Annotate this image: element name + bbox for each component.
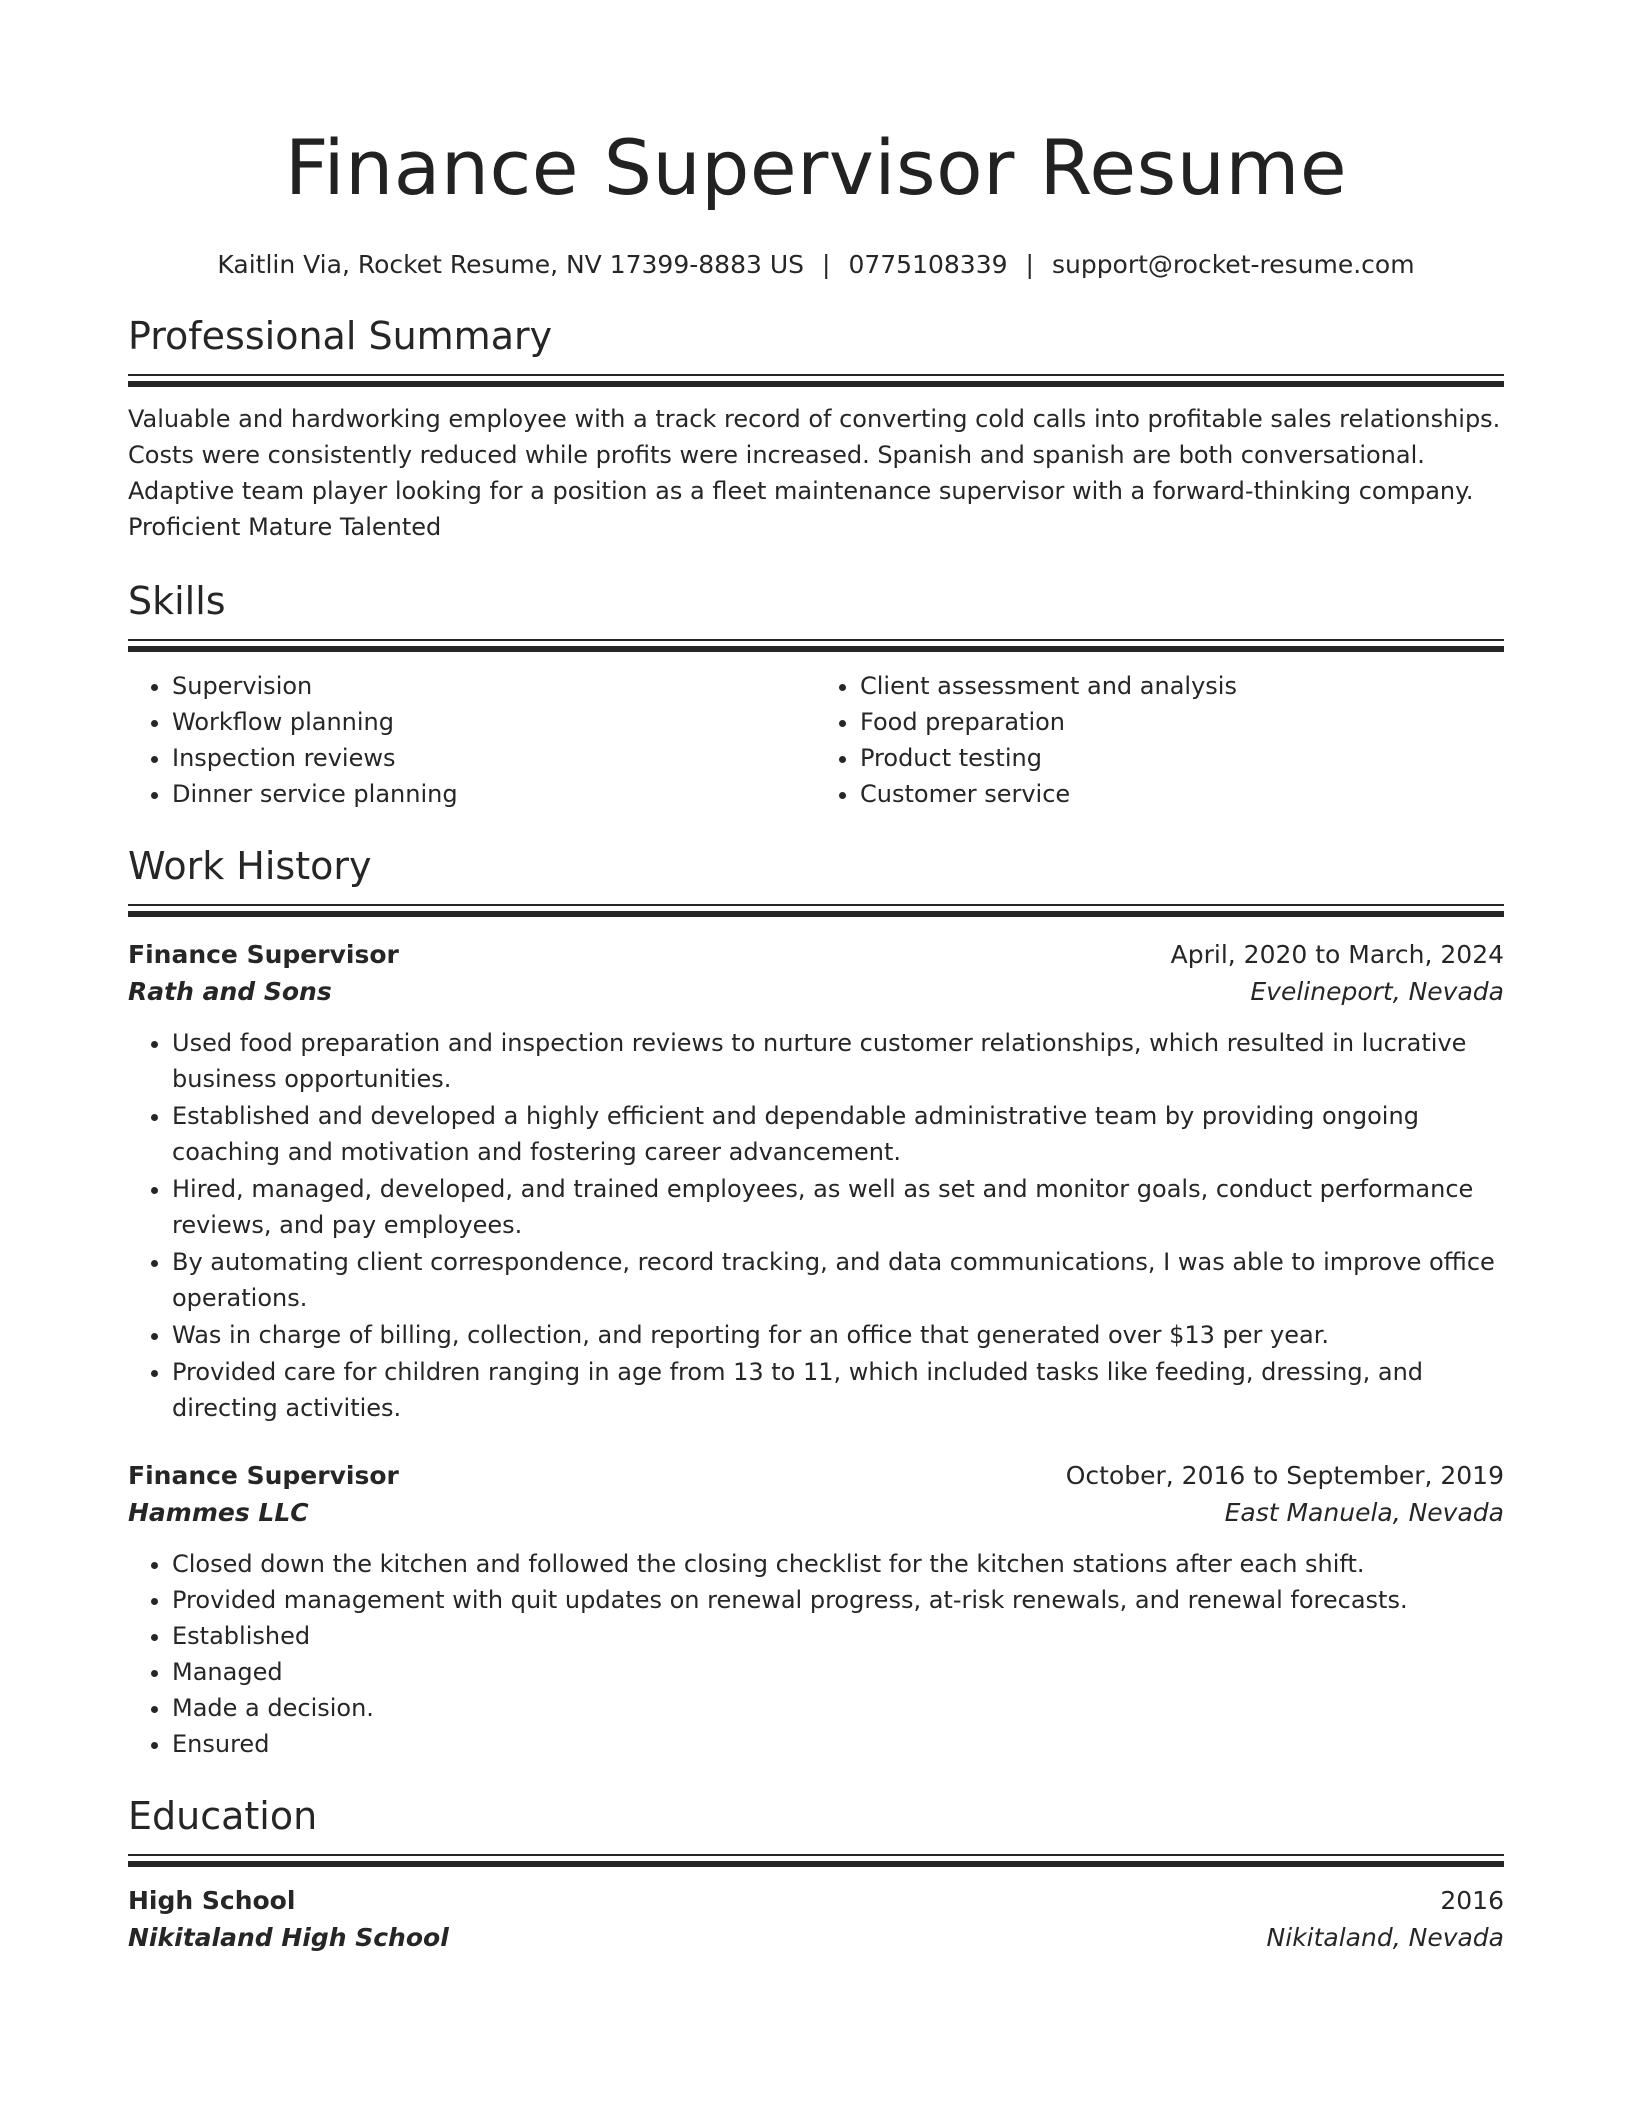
contact-phone: 0775108339 — [848, 250, 1008, 279]
skill-item: • Client assessment and analysis — [860, 668, 1504, 704]
skill-item: • Dinner service planning — [172, 776, 816, 812]
education-year: 2016 — [1440, 1886, 1504, 1915]
education-section — [128, 1792, 1504, 1957]
job-bullet: • By automating client correspondence, record tracking, and data communications, I was able to improve office operations. — [172, 1244, 1504, 1316]
job-location: Evelineport, Nevada — [1250, 977, 1504, 1006]
job-title: Finance Supervisor — [128, 940, 399, 969]
education-degree: High School — [128, 1886, 296, 1915]
education-entry — [128, 1883, 1504, 1957]
skill-item: • Food preparation — [860, 704, 1504, 740]
skill-item: • Supervision — [172, 668, 816, 704]
job-location: East Manuela, Nevada — [1224, 1498, 1504, 1527]
job-subheader — [128, 973, 1504, 1011]
section-divider — [128, 639, 1504, 652]
job-bullets — [128, 1025, 1504, 1426]
skill-item: • Inspection reviews — [172, 740, 816, 776]
job-bullet: • Established and developed a highly efficient and dependable administrative team by providing ongoing coaching and motivation and fostering career advancement. — [172, 1098, 1504, 1170]
job-header — [128, 937, 1504, 973]
job-bullet: • Hired, managed, developed, and trained employees, as well as set and monitor goals, conduct performance reviews, and pay employees. — [172, 1171, 1504, 1243]
education-header — [128, 1883, 1504, 1919]
skills-list-left — [128, 668, 816, 812]
section-divider — [128, 374, 1504, 387]
job-title: Finance Supervisor — [128, 1461, 399, 1490]
job-entry — [128, 937, 1504, 1426]
skill-item: • Product testing — [860, 740, 1504, 776]
section-divider — [128, 904, 1504, 917]
summary-section — [128, 312, 1504, 545]
education-subheader — [128, 1919, 1504, 1957]
contact-email[interactable]: support@rocket-resume.com — [1051, 250, 1415, 279]
skills-section — [128, 577, 1504, 812]
job-dates: October, 2016 to September, 2019 — [1065, 1461, 1504, 1490]
job-bullet: • Established — [172, 1618, 1504, 1654]
job-company: Rath and Sons — [128, 977, 332, 1006]
job-header — [128, 1458, 1504, 1494]
skill-item: • Workflow planning — [172, 704, 816, 740]
job-bullet: • Made a decision. — [172, 1690, 1504, 1726]
job-bullet: • Was in charge of billing, collection, and reporting for an office that generated over $13 per year. — [172, 1317, 1504, 1353]
education-location: Nikitaland, Nevada — [1266, 1923, 1504, 1952]
education-heading: Education — [128, 1794, 318, 1838]
contact-line — [128, 248, 1504, 282]
job-bullet: • Managed — [172, 1654, 1504, 1690]
work-section — [128, 842, 1504, 1762]
job-bullets — [128, 1546, 1504, 1762]
contact-separator: | — [822, 250, 831, 279]
job-bullet: • Closed down the kitchen and followed the closing checklist for the kitchen stations after each shift. — [172, 1546, 1504, 1582]
job-dates: April, 2020 to March, 2024 — [1170, 940, 1504, 969]
job-bullet: • Ensured — [172, 1726, 1504, 1762]
skills-list-right — [816, 668, 1504, 812]
job-bullet: • Provided care for children ranging in age from 13 to 11, which included tasks like feeding, dressing, and directing activities. — [172, 1354, 1504, 1426]
work-heading: Work History — [128, 844, 372, 888]
job-subheader — [128, 1494, 1504, 1532]
skills-heading: Skills — [128, 579, 226, 623]
job-entry — [128, 1458, 1504, 1762]
education-school: Nikitaland High School — [128, 1923, 449, 1952]
job-bullet: • Used food preparation and inspection reviews to nurture customer relationships, which resulted in lucrative business opportunities. — [172, 1025, 1504, 1097]
resume-title: Finance Supervisor Resume — [284, 123, 1348, 212]
summary-text: Valuable and hardworking employee with a track record of converting cold calls into profitable sales relationships. Costs were consistently reduced while profits were increased. Spanish and spanish are both conversational. Adaptive team player looking for a position as a fleet maintenance supervisor with a forward-thinking company. Proficient Mature Talented — [128, 405, 1501, 541]
skill-item: • Customer service — [860, 776, 1504, 812]
job-company: Hammes LLC — [128, 1498, 309, 1527]
contact-separator: | — [1025, 250, 1034, 279]
job-bullet: • Provided management with quit updates on renewal progress, at-risk renewals, and renewal forecasts. — [172, 1582, 1504, 1618]
skills-columns — [128, 668, 1504, 812]
contact-address: Kaitlin Via, Rocket Resume, NV 17399-8883 US — [217, 250, 805, 279]
summary-heading: Professional Summary — [128, 314, 553, 358]
section-divider — [128, 1854, 1504, 1867]
